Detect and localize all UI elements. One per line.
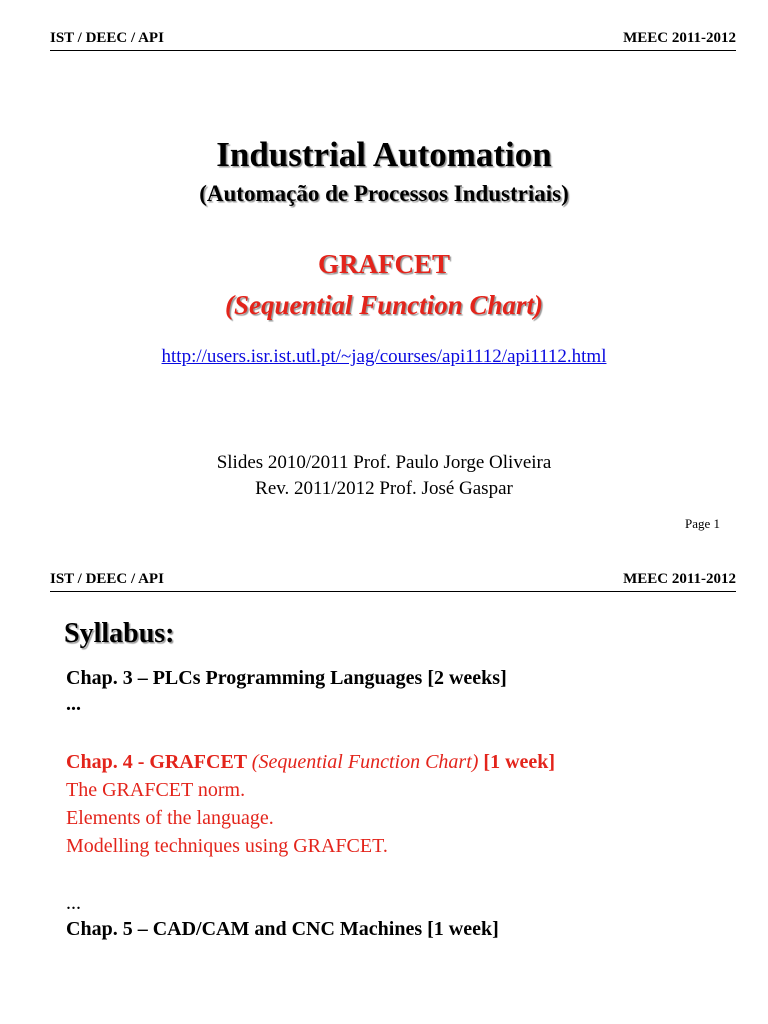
header-left-text: IST / DEEC / API [50,30,164,46]
chap3-line: Chap. 3 – PLCs Programming Languages [2 weeks] [66,667,507,689]
page-header [50,569,736,592]
grafcet-heading: GRAFCET [317,249,450,279]
course-url-container [0,346,768,368]
page-number: Page 1 [684,516,720,531]
ellipsis-1: ... [66,693,81,715]
credit-line-1: Slides 2010/2011 Prof. Paulo Jorge Oliveira [216,452,552,473]
syllabus-title: Syllabus: [64,618,175,649]
page-subtitle: (Automação de Processos Industriais) [199,181,569,206]
page-title: Industrial Automation [216,135,552,174]
chap4-item-3: Modelling techniques using GRAFCET. [66,835,388,857]
credits [0,450,768,502]
sfc-heading: (Sequential Function Chart) [224,290,544,320]
chap4-line [66,751,555,774]
ellipsis-2: ... [66,892,81,914]
chap5-line: Chap. 5 – CAD/CAM and CNC Machines [1 week] [66,918,499,940]
credit-line-2: Rev. 2011/2012 Prof. José Gaspar [255,478,513,499]
chap4-italic: (Sequential Function Chart) [251,751,479,773]
header-right-text: MEEC 2011-2012 [623,30,736,46]
chap4-item-2: Elements of the language. [66,807,274,829]
header-right-text: MEEC 2011-2012 [623,571,736,587]
slide-page-2 [0,555,768,1024]
course-url-link[interactable]: http://users.isr.ist.utl.pt/~jag/courses/api1112/api1112.html [161,346,607,367]
header-left-text: IST / DEEC / API [50,571,164,587]
page-header [50,28,736,51]
chap4-item-1: The GRAFCET norm. [66,779,246,801]
chap4-suffix: [1 week] [478,751,556,773]
chap4-prefix: Chap. 4 - GRAFCET [66,751,252,773]
